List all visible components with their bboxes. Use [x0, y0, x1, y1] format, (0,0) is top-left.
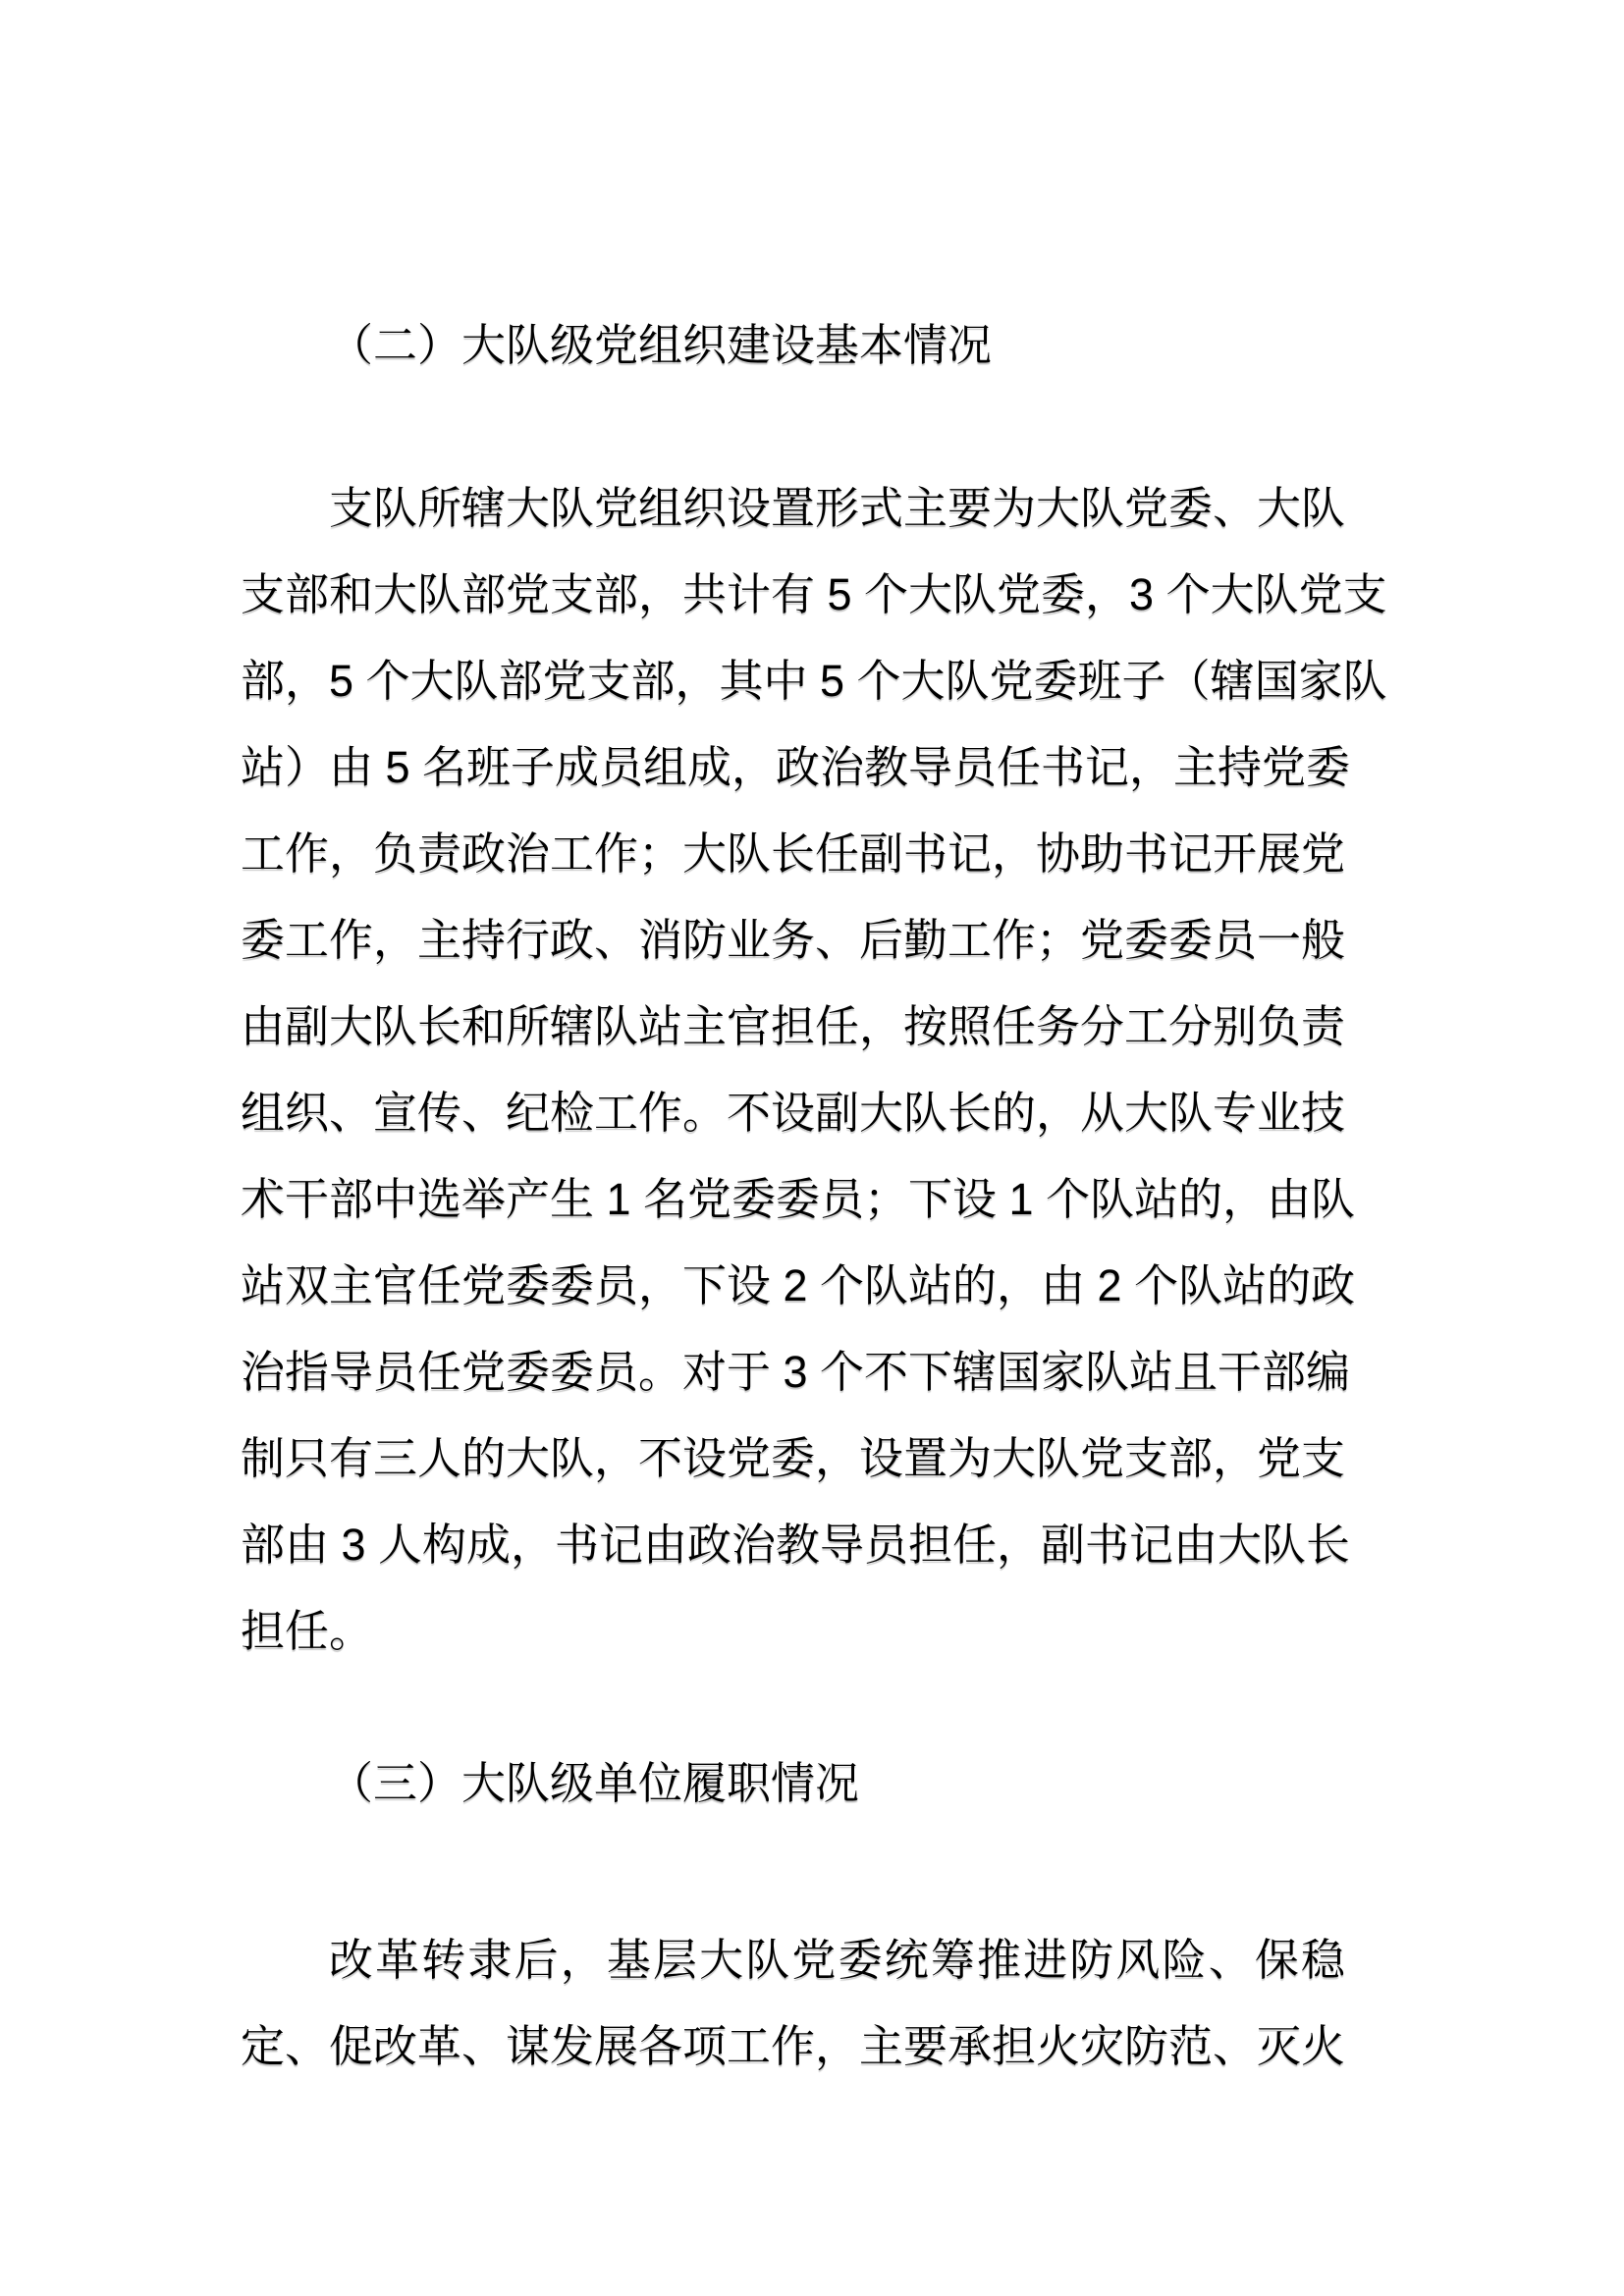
section-heading-3: （三）大队级单位履职情况	[329, 1758, 860, 1808]
paragraph-line: 支部和大队部党支部，共计有 5 个大队党委，3 个大队党支	[241, 569, 1387, 619]
paragraph-line: 术干部中选举产生 1 名党委委员；下设 1 个队站的，由队	[241, 1174, 1356, 1224]
paragraph-line: 组织、宣传、纪检工作。不设副大队长的，从大队专业技	[241, 1088, 1346, 1138]
paragraph-line: 改革转隶后，基层大队党委统筹推进防风险、保稳	[329, 1935, 1345, 1985]
paragraph-line: 委工作，主持行政、消防业务、后勤工作；党委委员一般	[241, 915, 1346, 965]
paragraph-line: 定、促改革、谋发展各项工作，主要承担火灾防范、灭火	[241, 2021, 1346, 2071]
section-3-paragraph	[241, 1917, 1345, 2090]
paragraph-line: 担任。	[241, 1606, 374, 1656]
paragraph-line: 制只有三人的大队，不设党委，设置为大队党支部，党支	[241, 1433, 1346, 1483]
section-2-paragraph	[241, 465, 1387, 1675]
paragraph-line: 站）由 5 名班子成员组成，政治教导员任书记，主持党委	[241, 742, 1351, 792]
paragraph-line: 由副大队长和所辖队站主官担任，按照任务分工分别负责	[241, 1001, 1346, 1051]
paragraph-line: 治指导员任党委委员。对于 3 个不下辖国家队站且干部编	[241, 1347, 1351, 1397]
paragraph-line: 部，5 个大队部党支部，其中 5 个大队党委班子（辖国家队	[241, 656, 1387, 706]
paragraph-line: 部由 3 人构成，书记由政治教导员担任，副书记由大队长	[241, 1520, 1351, 1570]
section-heading-2: （二）大队级党组织建设基本情况	[329, 320, 993, 370]
paragraph-line: 工作，负责政治工作；大队长任副书记，协助书记开展党	[241, 828, 1346, 879]
paragraph-line: 支队所辖大队党组织设置形式主要为大队党委、大队	[329, 483, 1346, 533]
paragraph-line: 站双主官任党委委员，下设 2 个队站的，由 2 个队站的政	[241, 1260, 1356, 1310]
document-page-body	[241, 302, 1387, 2090]
